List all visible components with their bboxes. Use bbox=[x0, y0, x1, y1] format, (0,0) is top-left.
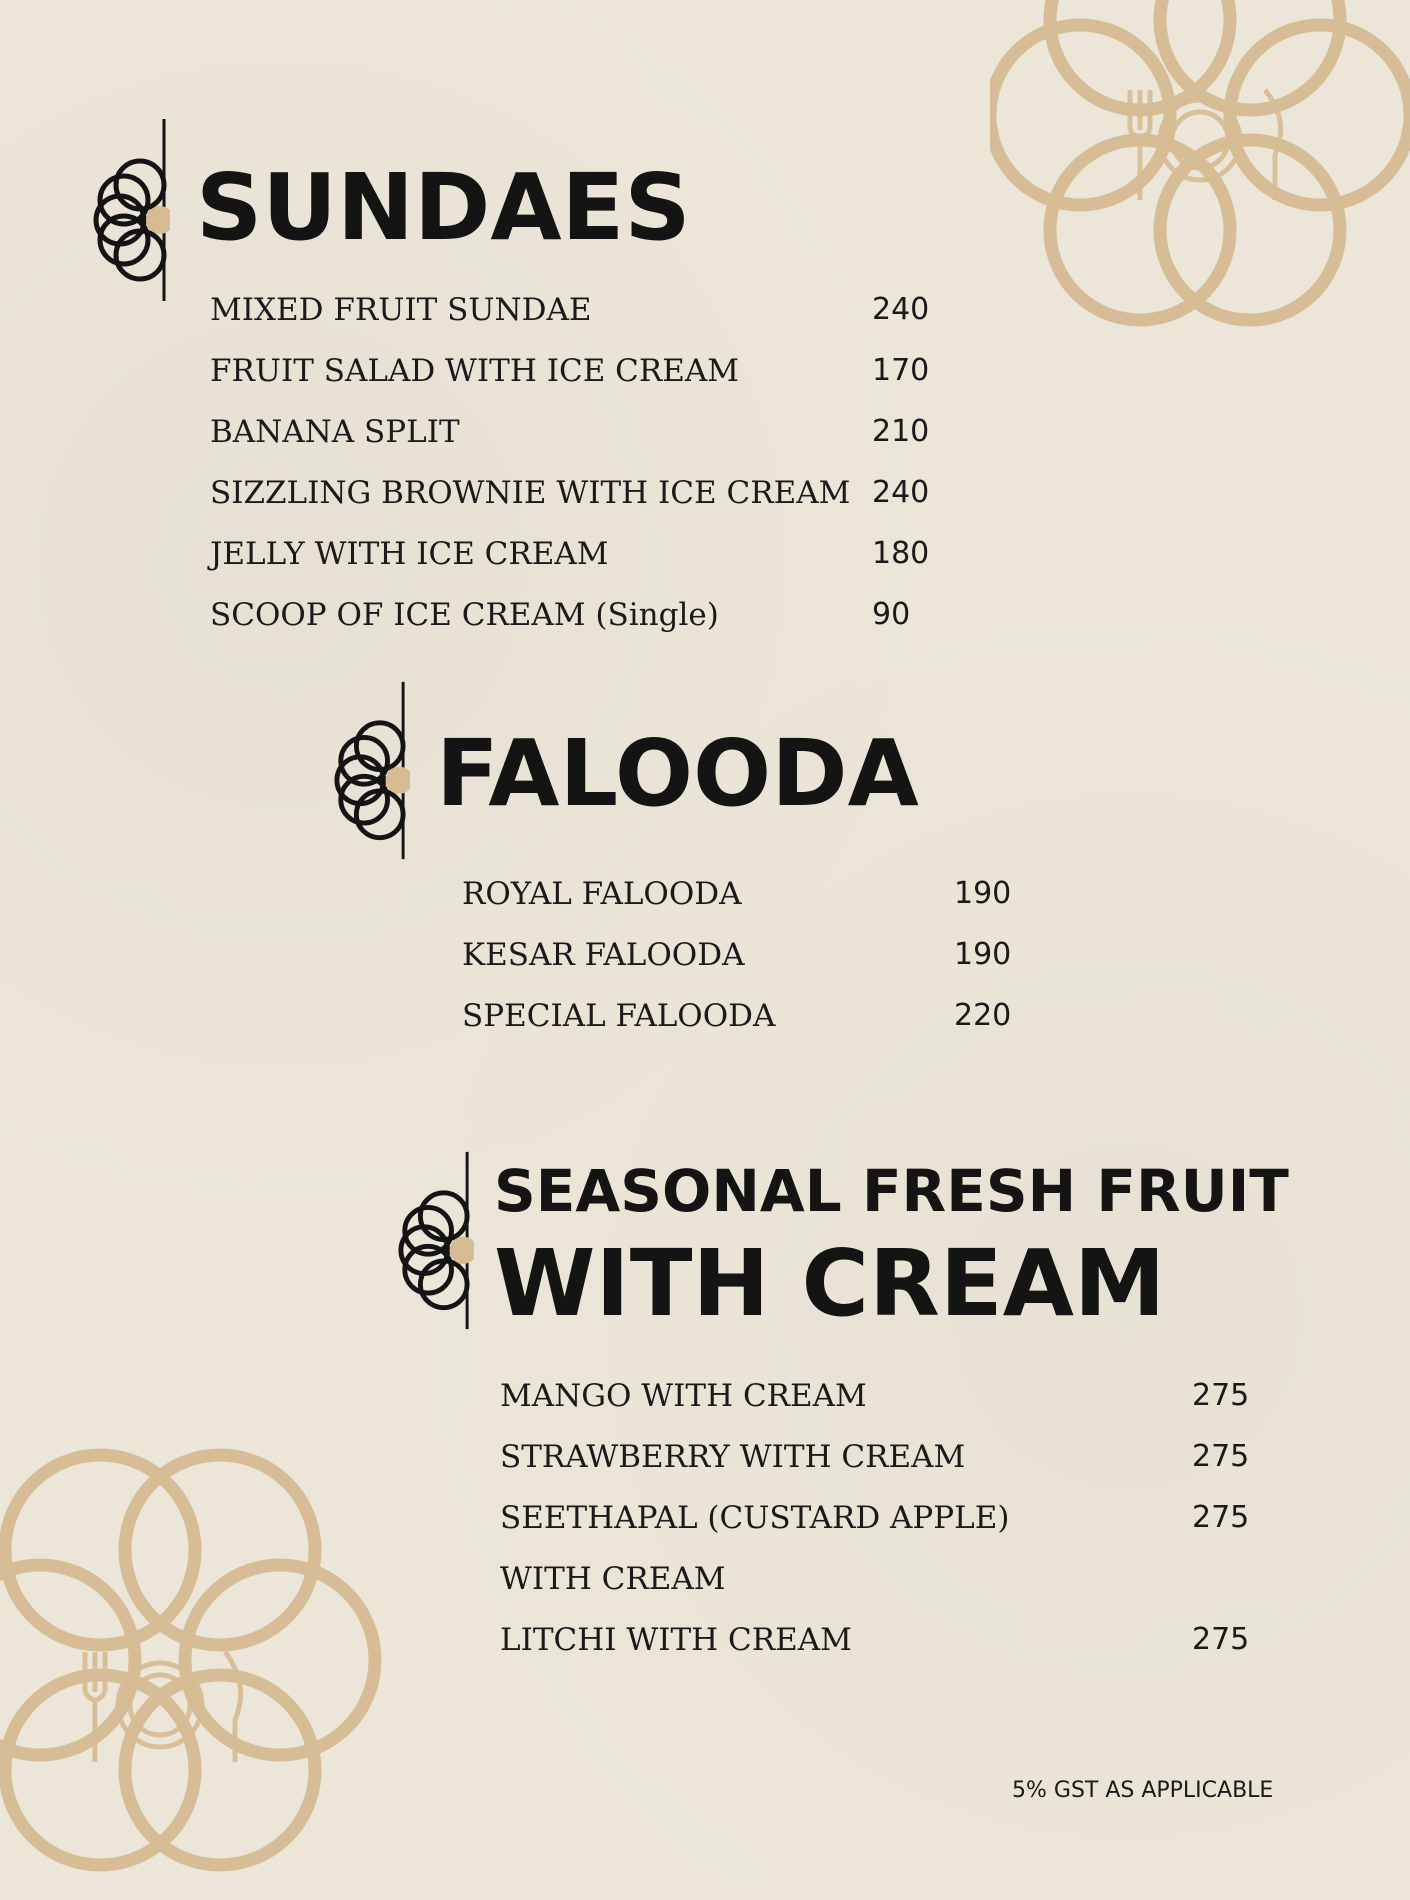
menu-item-row bbox=[500, 1437, 1260, 1477]
menu-item-price: 190 bbox=[954, 937, 1012, 972]
gst-footnote: 5% GST AS APPLICABLE bbox=[1012, 1778, 1274, 1803]
half-flower-icon bbox=[90, 115, 170, 305]
menu-item-name: ROYAL FALOODA bbox=[462, 876, 742, 912]
menu-item-row bbox=[210, 534, 970, 574]
menu-item-row bbox=[462, 996, 1022, 1036]
menu-item-row bbox=[210, 473, 970, 513]
menu-item-name: JELLY WITH ICE CREAM bbox=[210, 536, 609, 572]
menu-item-price: 90 bbox=[872, 597, 911, 632]
menu-item-price: 275 bbox=[1192, 1500, 1250, 1535]
menu-item-price: 275 bbox=[1192, 1439, 1250, 1474]
menu-item-price: 240 bbox=[872, 475, 930, 510]
menu-item-name: BANANA SPLIT bbox=[210, 414, 460, 450]
menu-item-price: 170 bbox=[872, 353, 930, 388]
menu-item-name: SPECIAL FALOODA bbox=[462, 998, 776, 1034]
menu-item-row bbox=[500, 1376, 1260, 1416]
half-flower-icon bbox=[330, 678, 410, 863]
menu-item-row bbox=[500, 1620, 1260, 1660]
section-title-seasonal-line1: SEASONAL FRESH FRUIT bbox=[494, 1157, 1289, 1225]
section-title-falooda: FALOODA bbox=[436, 720, 919, 827]
menu-item-name: KESAR FALOODA bbox=[462, 937, 745, 973]
menu-item-name: WITH CREAM bbox=[500, 1561, 726, 1597]
menu-item-row bbox=[210, 351, 970, 391]
menu-item-name: LITCHI WITH CREAM bbox=[500, 1622, 852, 1658]
menu-item-name: SEETHAPAL (CUSTARD APPLE) bbox=[500, 1500, 1010, 1536]
menu-item-price: 275 bbox=[1192, 1378, 1250, 1413]
menu-item-row bbox=[462, 874, 1022, 914]
flower-plate-cutlery-icon bbox=[0, 1440, 440, 1900]
menu-item-name: SCOOP OF ICE CREAM (Single) bbox=[210, 597, 719, 633]
menu-item-price: 190 bbox=[954, 876, 1012, 911]
menu-item-name: FRUIT SALAD WITH ICE CREAM bbox=[210, 353, 739, 389]
menu-item-name: MIXED FRUIT SUNDAE bbox=[210, 292, 592, 328]
menu-item-price: 275 bbox=[1192, 1622, 1250, 1657]
menu-item-row bbox=[210, 290, 970, 330]
section-title-seasonal-line2: WITH CREAM bbox=[494, 1230, 1166, 1337]
menu-item-name: SIZZLING BROWNIE WITH ICE CREAM bbox=[210, 475, 851, 511]
menu-item-name: MANGO WITH CREAM bbox=[500, 1378, 867, 1414]
menu-item-row bbox=[500, 1559, 1260, 1599]
menu-item-row bbox=[462, 935, 1022, 975]
menu-item-price: 180 bbox=[872, 536, 930, 571]
section-title-sundaes: SUNDAES bbox=[196, 154, 691, 261]
flower-plate-cutlery-icon bbox=[990, 0, 1410, 420]
menu-item-row bbox=[210, 595, 970, 635]
menu-item-price: 220 bbox=[954, 998, 1012, 1033]
half-flower-icon bbox=[394, 1148, 474, 1333]
menu-item-price: 210 bbox=[872, 414, 930, 449]
menu-item-price: 240 bbox=[872, 292, 930, 327]
menu-item-name: STRAWBERRY WITH CREAM bbox=[500, 1439, 966, 1475]
menu-item-row bbox=[500, 1498, 1260, 1538]
menu-item-row bbox=[210, 412, 970, 452]
